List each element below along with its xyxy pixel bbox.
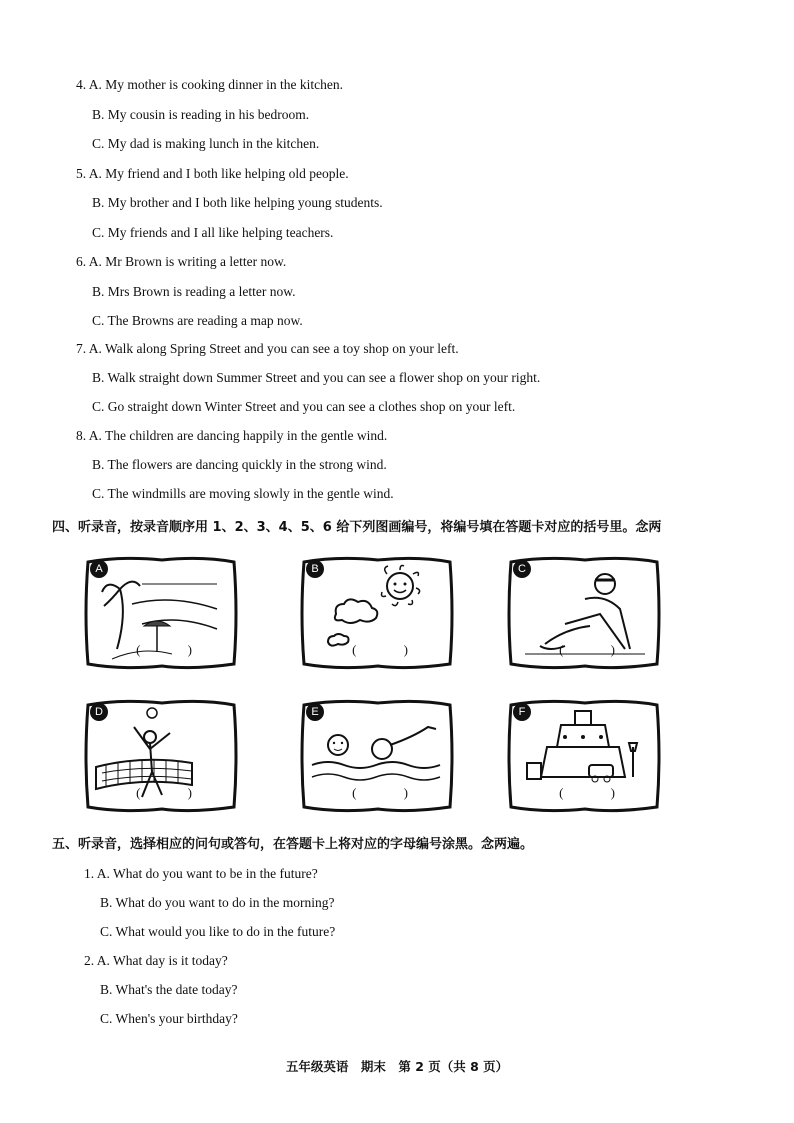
picture-c <box>505 554 663 672</box>
picture-b-answer[interactable]: ( ) <box>352 642 430 657</box>
s5-q1-c: C. What would you like to do in the future? <box>100 924 336 939</box>
picture-a-letter: A <box>90 560 108 578</box>
q6-b: B. Mrs Brown is reading a letter now. <box>92 284 296 299</box>
s5-q2-b: B. What's the date today? <box>100 982 238 997</box>
q4-a: 4. A. My mother is cooking dinner in the kitchen. <box>76 77 343 92</box>
q8-a: 8. A. The children are dancing happily in the gentle wind. <box>76 428 388 443</box>
q4-c: C. My dad is making lunch in the kitchen. <box>92 136 320 151</box>
section5-heading: 五、听录音，选择相应的问句或答句，在答题卡上将对应的字母编号涂黑。念两遍。 <box>52 837 534 852</box>
q5-a: 5. A. My friend and I both like helping old people. <box>76 166 349 181</box>
picture-d-answer[interactable]: ( ) <box>136 785 214 800</box>
picture-b-letter: B <box>306 560 324 578</box>
picture-e-answer[interactable]: ( ) <box>352 785 430 800</box>
picture-a-answer[interactable]: ( ) <box>136 642 214 657</box>
s5-q2-a: 2. A. What day is it today? <box>84 953 228 968</box>
q7-a: 7. A. Walk along Spring Street and you can see a toy shop on your left. <box>76 341 459 356</box>
q5-b: B. My brother and I both like helping young students. <box>92 195 383 210</box>
picture-d-letter: D <box>90 703 108 721</box>
s5-q1-a: 1. A. What do you want to be in the future? <box>84 866 318 881</box>
section4-heading: 四、听录音，按录音顺序用 1、2、3、4、5、6 给下列图画编号，将编号填在答题卡对应的括号里。念两 <box>52 520 662 535</box>
picture-b <box>298 554 456 672</box>
picture-f-answer[interactable]: ( ) <box>559 785 637 800</box>
picture-c-letter: C <box>513 560 531 578</box>
q6-c: C. The Browns are reading a map now. <box>92 313 303 328</box>
s5-q2-c: C. When's your birthday? <box>100 1011 238 1026</box>
picture-e-letter: E <box>306 703 324 721</box>
picture-e <box>298 697 456 815</box>
picture-f <box>505 697 663 815</box>
picture-f-letter: F <box>513 703 531 721</box>
page-footer: 五年级英语 期末 第 2 页（共 8 页） <box>285 1059 509 1074</box>
q6-a: 6. A. Mr Brown is writing a letter now. <box>76 254 287 269</box>
picture-c-answer[interactable]: ( ) <box>559 642 637 657</box>
q7-b: B. Walk straight down Summer Street and you can see a flower shop on your right. <box>92 370 541 385</box>
q8-c: C. The windmills are moving slowly in the gentle wind. <box>92 486 394 501</box>
q8-b: B. The flowers are dancing quickly in the strong wind. <box>92 457 387 472</box>
picture-d <box>82 697 240 815</box>
q5-c: C. My friends and I all like helping teachers. <box>92 225 334 240</box>
q4-b: B. My cousin is reading in his bedroom. <box>92 107 310 122</box>
s5-q1-b: B. What do you want to do in the morning? <box>100 895 335 910</box>
q7-c: C. Go straight down Winter Street and you can see a clothes shop on your left. <box>92 399 516 414</box>
picture-a <box>82 554 240 672</box>
